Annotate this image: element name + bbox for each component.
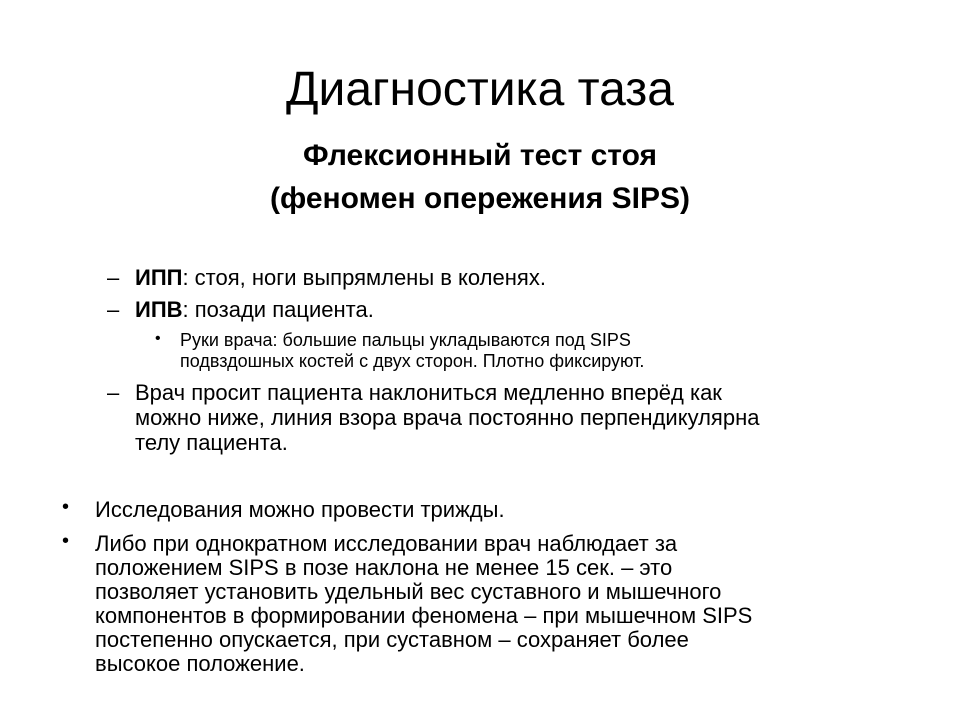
bullet-marker: • bbox=[62, 496, 70, 518]
subtitle-line-1: Флексионный тест стоя bbox=[302, 139, 658, 172]
bullet-text bbox=[95, 532, 935, 676]
dash-marker: – bbox=[107, 380, 120, 405]
slide-title: Диагностика таза bbox=[286, 63, 674, 116]
dash-item-text bbox=[135, 380, 915, 455]
text-line: компонентов в формировании феномена – при мышечном SIPS bbox=[95, 603, 753, 628]
text-line: Либо при однократном исследовании врач наблюдает за bbox=[95, 531, 678, 556]
text-line: телу пациента. bbox=[135, 430, 288, 455]
text-line: позволяет установить удельный вес суставного и мышечного bbox=[95, 579, 722, 604]
dash-item-text bbox=[135, 297, 915, 322]
dash-item-rest: : стоя, ноги выпрямлены в коленях. bbox=[182, 265, 546, 290]
subtitle-line-2: (феномен опережения SIPS) bbox=[270, 182, 690, 215]
text-line: высокое положение. bbox=[95, 651, 305, 676]
text-line: постепенно опускается, при суставном – сохраняет более bbox=[95, 627, 689, 652]
text-line: можно ниже, линия взора врача постоянно перпендикулярна bbox=[135, 405, 760, 430]
dash-marker: – bbox=[107, 297, 120, 322]
dash-item-rest: : позади пациента. bbox=[182, 297, 374, 322]
text-line: положением SIPS в позе наклона не менее 15 сек. – это bbox=[95, 555, 673, 580]
dash-marker: – bbox=[107, 265, 120, 290]
dash-item-bold: ИПП bbox=[135, 265, 183, 290]
bullet-text bbox=[95, 498, 935, 522]
text-line: Исследования можно провести трижды. bbox=[95, 497, 505, 522]
sub-bullet-text bbox=[180, 330, 880, 372]
text-line: Руки врача: большие пальцы укладываются под SIPS bbox=[180, 330, 631, 350]
dash-item-text bbox=[135, 265, 915, 290]
dash-item-bold: ИПВ bbox=[135, 297, 183, 322]
bullet-marker: • bbox=[62, 530, 70, 552]
slide-subtitle bbox=[0, 134, 960, 220]
text-line: подвздошных костей с двух сторон. Плотно фиксируют. bbox=[180, 351, 645, 371]
bullet-marker: • bbox=[155, 330, 161, 347]
text-line: Врач просит пациента наклониться медленно вперёд как bbox=[135, 380, 722, 405]
